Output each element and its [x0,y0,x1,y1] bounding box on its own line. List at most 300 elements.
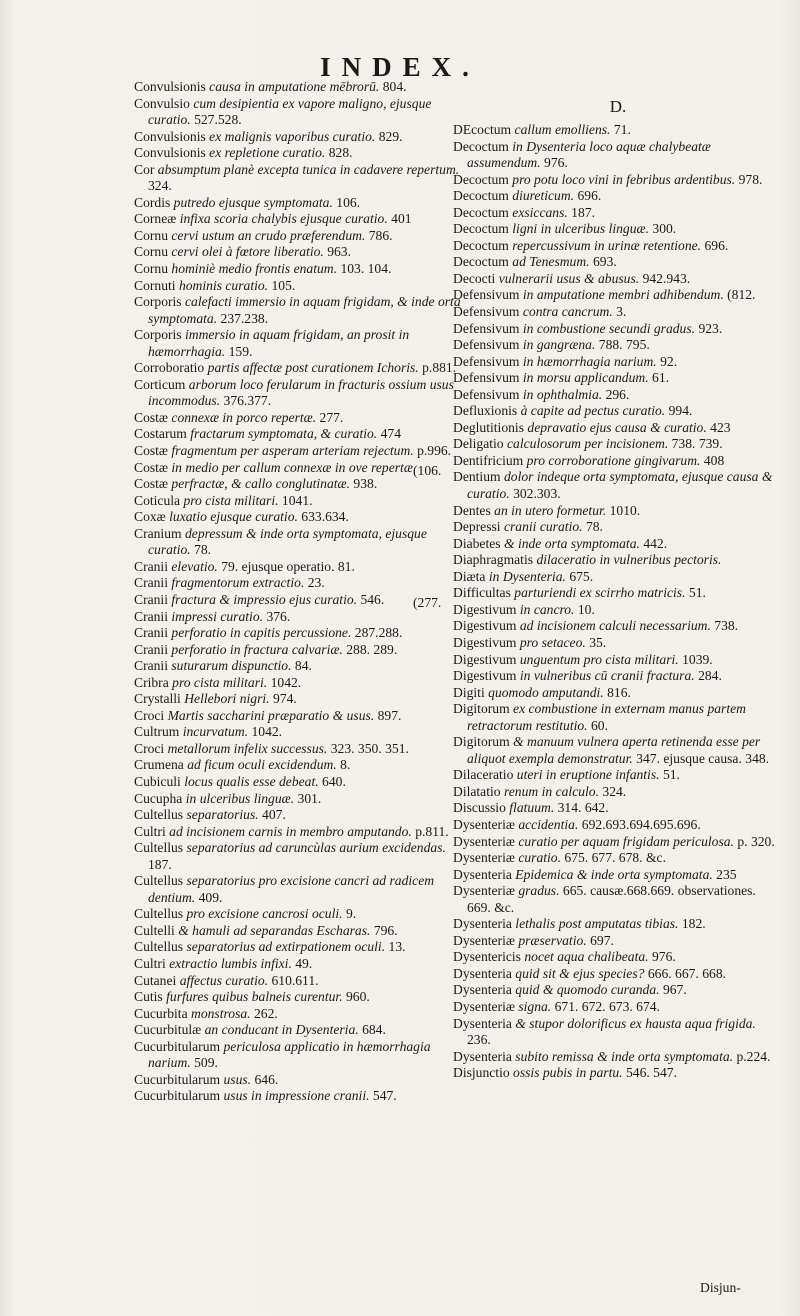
entry-headword: Dysenteriæ [453,883,515,899]
entry-description: putredo ejusque symptomata. [173,194,333,210]
entry-description: diureticum. [512,188,575,204]
index-entry [453,817,783,834]
entry-description: in ulceribus linguæ. [185,790,295,806]
entry-page-ref: 408 [703,452,725,468]
entry-page-ref: 610.611. [271,972,319,988]
entry-page-ref: 324. [148,178,172,194]
entry-page-ref: 527.528. [194,112,242,128]
entry-page-ref: 84. [294,658,312,674]
entry-page-ref: 49. [295,955,313,971]
entry-headword: Decoctum [453,237,509,253]
entry-page-ref: 401 [391,211,412,227]
entry-page-ref: 897. [377,707,402,723]
index-entry [453,999,783,1016]
entry-headword: Cultellus [134,807,184,823]
entry-page-ref: p.881. [422,360,457,376]
entry-page-ref: (812. [727,287,756,303]
entry-page-ref: 92. [660,353,678,369]
entry-headword: Dysenteria [453,916,512,932]
index-entry [453,933,783,950]
index-entry [453,387,783,404]
entry-page-ref: 646. [254,1071,279,1087]
entry-description: connexæ in porco repertæ. [171,409,317,425]
entry-page-ref: 314. 642. [557,800,609,816]
index-entry [134,129,466,146]
index-entry [134,609,466,626]
entry-page-ref: p.224. [736,1048,771,1064]
index-entry [134,724,466,741]
entry-description: dolor indeque orta symptomata, ejusque causa & curatio. [467,469,773,502]
entry-headword: Corticum [134,376,186,392]
entry-description: pro corroboratione gingivarum. [526,452,701,468]
entry-page-ref: 738. 739. [671,436,723,452]
index-entry [453,370,783,387]
entry-description: usus. [223,1071,252,1087]
entry-headword: Cultrum [134,724,180,740]
entry-description: & hamuli ad separandas Escharas. [178,922,371,938]
index-entry [453,536,783,553]
entry-description: in gangræna. [522,337,596,353]
entry-description: fragmentorum extractio. [171,575,305,591]
index-entry [134,195,466,212]
index-entry [453,254,783,271]
entry-page-ref: 376. [266,608,291,624]
index-column-left [134,79,466,1105]
entry-page-ref: 994. [668,403,693,419]
index-entry [453,618,783,635]
entry-description: Martis saccharini præparatio & usus. [167,707,375,723]
entry-description: locus qualis esse debeat. [184,773,319,789]
entry-description: luxatio ejusque curatio. [169,509,298,525]
entry-page-ref: 187. [571,204,595,220]
entry-description: parturiendi ex scirrho matricis. [514,585,686,601]
index-entry [453,1049,783,1066]
entry-headword: Defensivum [453,304,520,320]
entry-page-ref: 35. [589,634,607,650]
entry-description: in hæmorrhagia narium. [522,353,657,369]
entry-page-ref: 105. [271,277,296,293]
index-entry [453,304,783,321]
entry-headword: Croci [134,707,165,723]
entry-description: pro cista militari. [172,674,268,690]
entry-description: pro excisione cancrosi oculi. [186,906,343,922]
entry-description: in Dysenteria. [488,568,566,584]
index-entry [134,1006,466,1023]
entry-page-ref: 804. [382,79,407,94]
entry-headword: Decoctum [453,138,509,154]
entry-page-ref: 60. [590,717,608,733]
index-entry [134,625,466,642]
index-entry [134,575,466,592]
catchword: Disjun- [700,1280,741,1295]
entry-headword: Dysenteria [453,982,512,998]
entry-headword: Cranii [134,608,168,624]
index-entry [453,519,783,536]
entry-page-ref: 938. [353,476,378,492]
index-entry [134,327,466,360]
section-letter: D. [609,97,627,116]
index-entry [453,287,783,304]
entry-description: contra cancrum. [522,304,613,320]
entry-page-ref: 302.303. [513,486,561,502]
entry-headword: Decoctum [453,254,509,270]
entry-description: nocet aqua chalibeata. [524,949,649,965]
entry-description: cranii curatio. [503,519,583,535]
entry-description: absumptum planè excepta tunica in cadavere repertum. [157,161,460,177]
entry-headword: Digitorum [453,701,510,717]
entry-page-ref: 237.238. [220,310,269,326]
index-entry [134,791,466,808]
index-entry [453,271,783,288]
entry-page-ref: 692.693.694.695.696. [581,816,701,832]
entry-page-ref: 9. [345,906,357,922]
index-entry [453,122,783,139]
entry-page-ref: 546. 547. [625,1065,677,1081]
entry-page-ref: 665. causæ.668.669. observationes. 669. &c. [467,883,756,915]
entry-headword: Dentium [453,469,501,485]
index-entry [134,956,466,973]
entry-headword: Cubiculi [134,773,181,789]
entry-page-ref: p.996. [417,443,452,459]
entry-headword: Dysenteriæ [453,833,515,849]
entry-headword: Costæ [134,409,168,425]
index-entry [453,652,783,669]
index-entry [453,403,783,420]
entry-description: & manuum vulnera aperta retinenda esse per aliquot exempla demonstratur. [467,734,761,766]
entry-description: in amputatione membri adhibendum. [522,287,724,303]
entry-page-ref: 13. [388,939,406,955]
index-entry [453,850,783,867]
index-entry [134,443,466,460]
index-entry [134,145,466,162]
entry-page-ref: 296. [605,386,630,402]
entry-headword: Decoctum [453,171,509,187]
entry-headword: Defensivum [453,320,520,336]
index-entry [134,989,466,1006]
entry-page-ref: 963. [327,244,351,260]
entry-headword: Dysenteria [453,965,512,981]
index-entry [453,172,783,189]
entry-description: pro cista militari. [183,492,279,508]
entry-headword: Defensivum [453,370,520,386]
index-entry [134,1088,466,1105]
entry-headword: Defensivum [453,337,520,353]
entry-headword: Costarum [134,426,187,442]
entry-headword: Crystalli [134,691,181,707]
entry-headword: Cranii [134,575,168,591]
entry-page-ref: 407. [262,807,286,823]
entry-description: incurvatum. [182,724,249,740]
entry-description: flatuum. [509,800,555,816]
index-entry [453,784,783,801]
entry-description: lethalis post amputatas tibias. [515,916,679,932]
index-entry [134,360,466,377]
entry-description: perforatio in capitis percussione. [171,625,352,641]
entry-description: accidentia. [518,816,579,832]
index-entry [453,139,783,172]
entry-page-ref: 666. 667. 668. [647,965,727,981]
margin-note: (106. [413,462,442,478]
index-entry [453,685,783,702]
entry-description: vulnerarii usus & abusus. [498,270,640,286]
entry-page-ref: 323. 350. 351. [330,740,409,756]
index-entry [453,883,783,916]
entry-page-ref: 78. [585,519,603,535]
entry-description: quomodo amputandi. [488,684,604,700]
index-entry [134,658,466,675]
index-entry [453,337,783,354]
index-entry [453,1016,783,1049]
entry-headword: Cultri [134,823,166,839]
entry-headword: Cornu [134,244,168,260]
index-entry [134,79,466,96]
entry-description: ligni in ulceribus linguæ. [512,221,649,237]
entry-headword: Depressi [453,519,501,535]
index-entry [134,1022,466,1039]
index-entry [134,675,466,692]
entry-description: ad incisionem calculi necessarium. [519,618,711,634]
entry-headword: Convulsionis [134,128,206,144]
index-entry [453,767,783,784]
entry-page-ref: 978. [738,171,763,187]
entry-headword: Cranii [134,625,168,641]
entry-description: renum in calculo. [503,783,599,799]
index-entry [453,221,783,238]
entry-description: an in utero formetur. [494,502,607,518]
entry-description: elevatio. [171,558,218,574]
entry-page-ref: 376.377. [223,393,272,409]
index-entry [453,602,783,619]
index-entry [453,916,783,933]
entry-page-ref: 474 [380,426,401,442]
entry-headword: Cucurbitulæ [134,1022,202,1038]
entry-description: ad incisionem carnis in membro amputando. [169,823,412,839]
entry-description: curatio per aquam frigidam periculosa. [518,833,734,849]
entry-headword: Digestivum [453,601,517,617]
entry-description: perfractæ, & callo conglutinatæ. [171,476,351,492]
entry-description: fractura & impressio ejus curatio. [171,591,358,607]
index-entry [134,691,466,708]
entry-description: infixa scoria chalybis ejusque curatio. [179,211,388,227]
entry-page-ref: 671. 672. 673. 674. [554,998,660,1014]
entry-headword: Dysenteriæ [453,998,515,1014]
entry-page-ref: 103. 104. [340,261,392,277]
entry-page-ref: 633.634. [301,509,349,525]
entry-description: Epidemica & inde orta symptomata. [515,866,713,882]
index-entry [134,244,466,261]
entry-page-ref: 71. [613,122,631,137]
index-entry [134,757,466,774]
index-entry [134,807,466,824]
entry-headword: Cranii [134,641,168,657]
entry-page-ref: p. 320. [737,833,775,849]
entry-description: ex combustione in externam manus partem retractorum restitutio. [467,701,746,733]
index-entry [134,211,466,228]
entry-description: dilaceratio in vulneribus pectoris. [536,552,722,568]
index-entry [134,228,466,245]
entry-description: calefacti immersio in aquam frigidam, & inde orta symptomata. [148,294,461,326]
entry-page-ref: 79. ejusque operatio. 81. [221,558,355,574]
entry-headword: Difficultas [453,585,511,601]
entry-headword: Cor [134,161,155,177]
index-entry [453,635,783,652]
entry-headword: Deligatio [453,436,504,452]
entry-description: partis affectæ post curationem Ichoris. [207,360,419,376]
entry-description: arborum loco ferularum in fracturis ossium usus incommodus. [148,376,454,409]
entry-description: ex repletione curatio. [209,145,326,161]
entry-description: periculosa applicatio in hæmorrhagia narium. [148,1038,431,1071]
entry-description: Hellebori nigri. [184,691,270,707]
index-entry [134,774,466,791]
index-entry [134,261,466,278]
index-entry [453,469,783,502]
entry-headword: Digestivum [453,618,517,634]
entry-description: exsiccans. [512,204,568,220]
entry-description: in cancro. [519,601,575,617]
entry-description: in medio per callum connexæ in ove repertæ [171,459,413,475]
index-entry [453,834,783,851]
index-entry [134,923,466,940]
index-entry [134,493,466,510]
entry-description: separatorius. [186,807,259,823]
entry-description: cervi olei à fœtore liberatio. [171,244,324,260]
entry-page-ref: 287.288. [354,625,403,641]
entry-page-ref: 442. [643,535,668,551]
entry-description: quid & quomodo curanda. [515,982,660,998]
index-entry [453,982,783,999]
index-entry [134,873,466,906]
entry-description: ex malignis vaporibus curatio. [209,128,376,144]
entry-headword: Cutis [134,989,163,1005]
entry-page-ref: 786. [368,227,393,243]
entry-page-ref: 235 [716,866,737,882]
entry-page-ref: 675. [569,568,594,584]
entry-description: in vulneribus cū cranii fractura. [519,668,695,684]
index-entry [453,668,783,685]
entry-page-ref: 1042. [270,674,302,690]
entry-description: immersio in aquam frigidam, an prosit in hæmorrhagia. [148,327,410,359]
index-entry [134,426,466,443]
entry-headword: Cucurbitularum [134,1038,221,1054]
entry-description: in Dysenteria loco aquæ chalybeatæ assumendum. [467,138,711,171]
entry-headword: Dilatatio [453,783,501,799]
entry-headword: Croci [134,740,165,756]
index-entry [453,436,783,453]
entry-headword: Decoctum [453,188,509,204]
index-entry [134,476,466,493]
entry-headword: Cucupha [134,790,183,806]
entry-headword: Coxæ [134,509,166,525]
entry-headword: Cultellus [134,939,184,955]
entry-description: pro potu loco vini in febribus ardentibus. [512,171,736,187]
entry-headword: Cornuti [134,277,176,293]
entry-page-ref: 974. [272,691,297,707]
entry-description: cum desipientia ex vapore maligno, ejusque curatio. [148,95,432,128]
entry-headword: Decoctum [453,221,509,237]
entry-description: usus in impressione cranii. [223,1088,370,1104]
entry-headword: Deglutitionis [453,419,524,435]
entry-page-ref: 796. [373,922,398,938]
entry-headword: Digestivum [453,651,517,667]
entry-headword: Defensivum [453,353,520,369]
entry-page-ref: p.811. [415,823,449,839]
entry-page-ref: 738. [714,618,739,634]
entry-page-ref: 347. ejusque causa. 348. [636,750,770,766]
index-entry [134,741,466,758]
entry-description: cervi ustum an crudo præferendum. [171,227,366,243]
entry-headword: Convulsionis [134,145,206,161]
entry-headword: Corroboratio [134,360,205,376]
entry-headword: Costæ [134,459,168,475]
entry-description: ad Tenesmum. [512,254,590,270]
entry-page-ref: 1041. [281,492,313,508]
index-entry [134,1072,466,1089]
entry-description: furfures quibus balneis curentur. [166,989,343,1005]
entry-description: impressi curatio. [171,608,264,624]
entry-headword: Dilaceratio [453,767,514,783]
entry-headword: Digitorum [453,734,510,750]
entry-page-ref: 828. [328,145,353,161]
index-entry [134,906,466,923]
entry-description: depravatio ejus causa & curatio. [527,419,707,435]
index-entry [453,354,783,371]
entry-page-ref: 942.943. [642,270,691,286]
entry-page-ref: 1042. [251,724,283,740]
entry-headword: Corporis [134,294,182,310]
entry-page-ref: 51. [662,767,680,783]
entry-description: ad ficum oculi excidendum. [187,757,337,773]
entry-headword: Cucurbita [134,1005,188,1021]
entry-description: signa. [518,998,552,1014]
entry-description: metallorum infelix successus. [167,740,328,756]
entry-page-ref: 78. [194,542,212,558]
entry-page-ref: 23. [307,575,325,591]
entry-headword: Cornu [134,261,168,277]
entry-headword: Cutanei [134,972,177,988]
entry-headword: Diabetes [453,535,501,551]
index-entry [453,188,783,205]
entry-page-ref: 10. [577,601,595,617]
entry-headword: Defluxionis [453,403,518,419]
entry-headword: Diaphragmatis [453,552,534,568]
entry-description: separatorius ad caruncùlas aurium excidendas. [186,840,446,856]
index-entry [453,949,783,966]
entry-description: fragmentum per asperam arteriam rejectum. [171,443,414,459]
entry-page-ref: 262. [253,1005,278,1021]
entry-headword: Dentes [453,502,491,518]
entry-description: callum emolliens. [514,122,611,137]
entry-headword: Disjunctio [453,1065,510,1081]
index-entry [453,321,783,338]
index-entry [453,503,783,520]
entry-headword: Defensivum [453,287,520,303]
entry-page-ref: 693. [592,254,617,270]
entry-headword: Cultelli [134,922,175,938]
entry-description: monstrosa. [191,1005,251,1021]
entry-page-ref: 829. [378,128,403,144]
entry-page-ref: 697. [590,932,614,948]
entry-page-ref: 675. 677. 678. &c. [564,850,666,866]
entry-headword: Cranium [134,525,182,541]
entry-headword: Cranii [134,658,168,674]
entry-description: & inde orta symptomata. [503,535,640,551]
index-entry [134,824,466,841]
entry-description: in morsu applicandum. [522,370,649,386]
index-entry [453,701,783,734]
index-entry [453,966,783,983]
entry-headword: Costæ [134,476,168,492]
entry-description: in combustione secundi gradus. [522,320,696,336]
